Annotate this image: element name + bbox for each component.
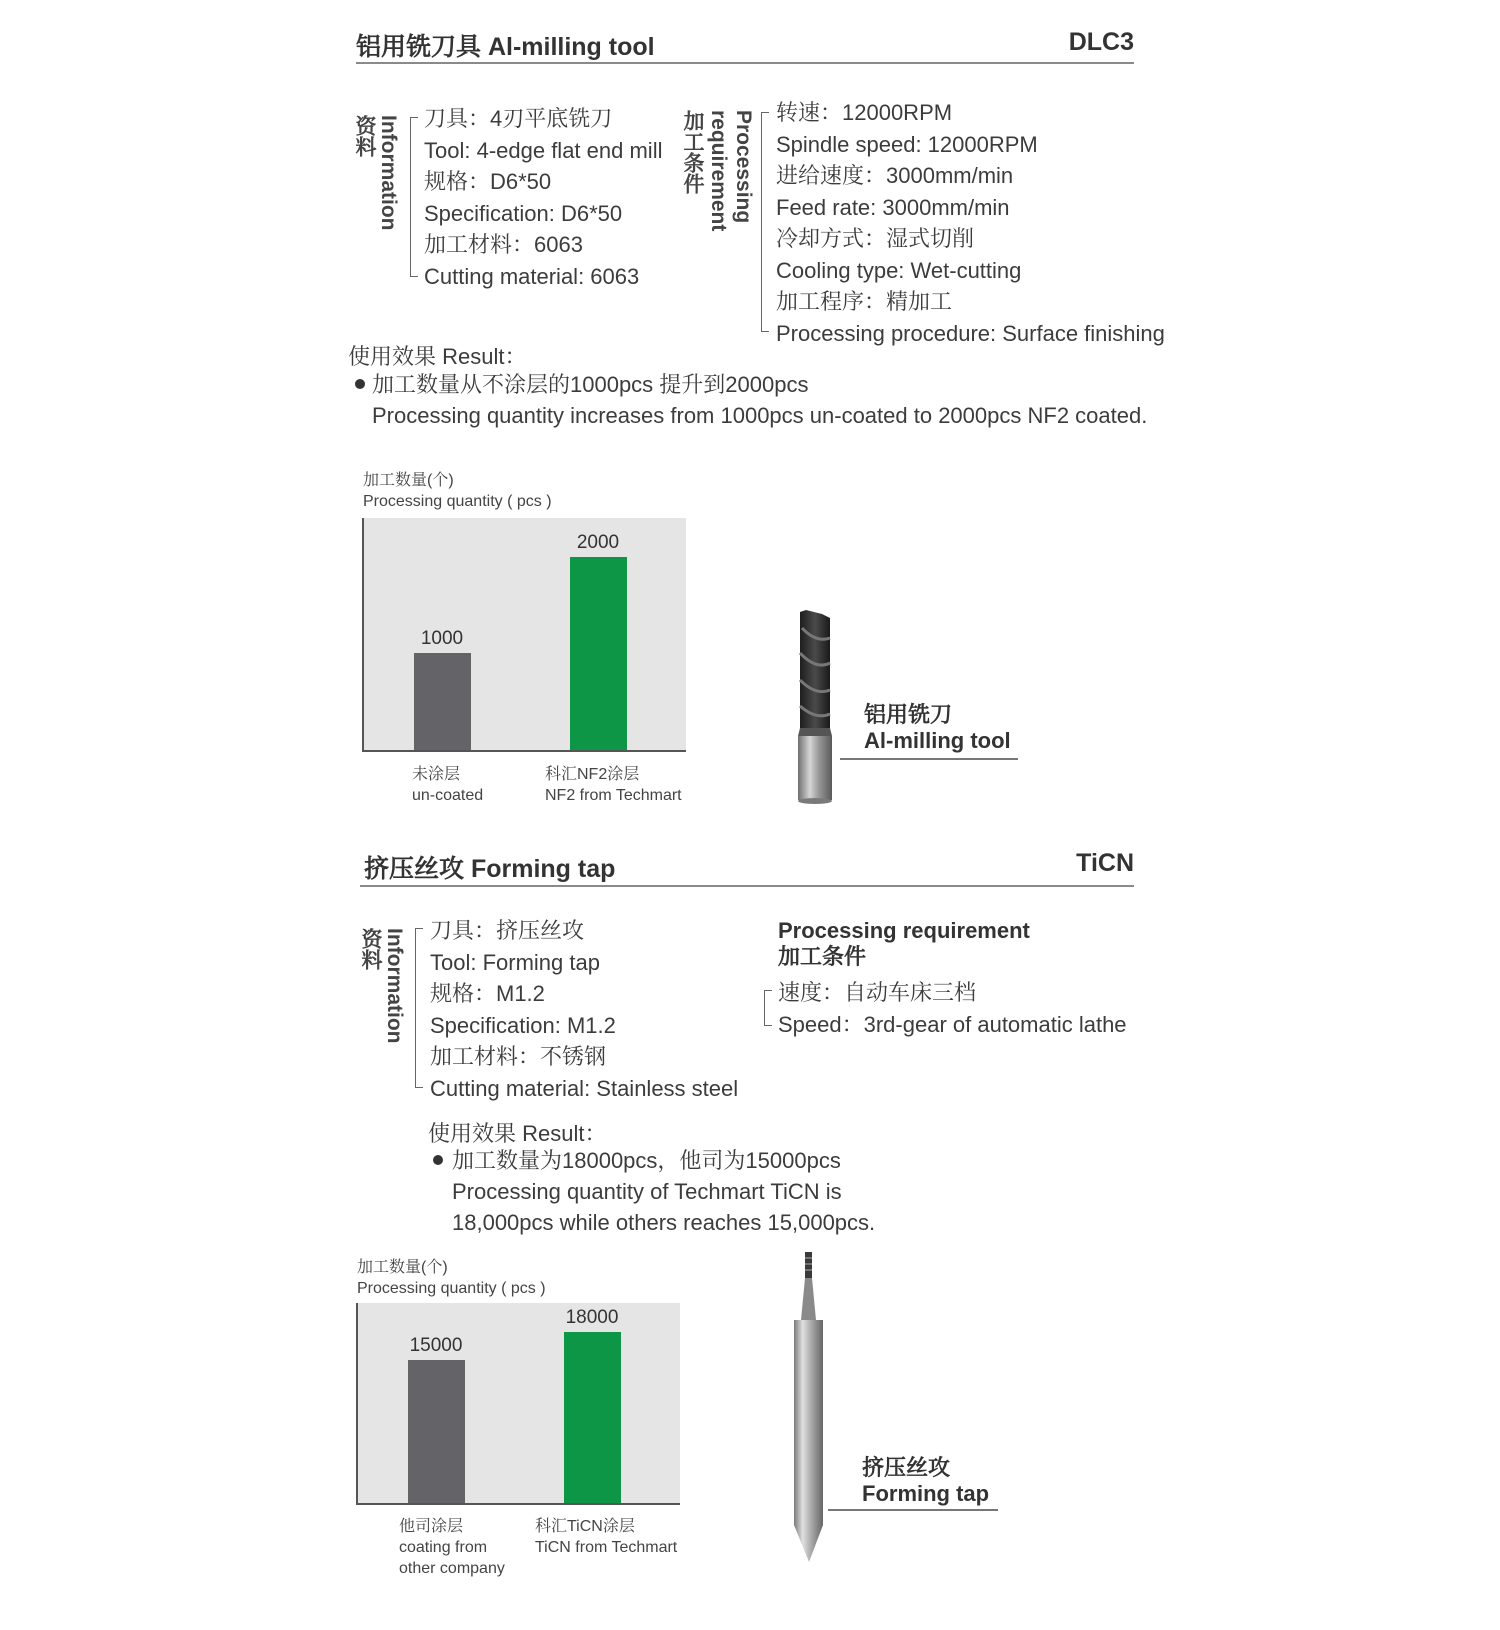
info-item: Tool: 4-edge flat end mill: [424, 137, 663, 163]
tool1-name: [864, 702, 1011, 754]
result-line: 18,000pcs while others reaches 15,000pcs.: [452, 1210, 876, 1235]
chart1-cat1-en: un-coated: [412, 787, 484, 804]
chart2-ylabel-en: Processing quantity ( pcs ): [357, 1280, 546, 1297]
chart2-cat2-en: TiCN from Techmart: [535, 1539, 678, 1556]
result-line: 加工数量为18000pcs，他司为15000pcs: [452, 1148, 841, 1173]
info-item: 规格：M1.2: [430, 981, 545, 1006]
req-item: 加工程序：精加工: [776, 289, 953, 314]
info-item: Cutting material: 6063: [424, 263, 640, 289]
chart1-cat2-cn: 科汇NF2涂层: [545, 766, 640, 783]
info-item: Tool: Forming tap: [430, 949, 600, 975]
chart1-cat2-en: NF2 from Techmart: [545, 787, 682, 804]
result2-title: 使用效果 Result：: [428, 1121, 607, 1146]
chart2-ylabel-cn: 加工数量(个): [357, 1259, 448, 1276]
chart2-cat1-en2: other company: [399, 1560, 505, 1577]
section1-code: DLC3: [1068, 28, 1134, 56]
req-label-en-2: requirement: [707, 110, 730, 232]
req-item: Speed：3rd-gear of automatic lathe: [778, 1011, 1127, 1037]
chart2-cat2-cn: 科汇TiCN涂层: [535, 1518, 635, 1535]
tool2-label-underline: [828, 1509, 998, 1511]
chart2-category-1: [399, 1516, 505, 1579]
info2-label-en: Information: [383, 928, 406, 1044]
chart1-plot-area: [362, 518, 686, 752]
info-item: Specification: M1.2: [430, 1012, 616, 1038]
section2-code: TiCN: [1076, 849, 1134, 877]
chart1-bar-nf2: [570, 557, 627, 750]
chart2-value-label: 15000: [409, 1335, 463, 1356]
chart1-category-2: [545, 764, 682, 806]
tool2-name-cn: 挤压丝攻: [862, 1455, 951, 1480]
info-bracket: [410, 117, 418, 277]
info-item: Specification: D6*50: [424, 200, 623, 226]
info-item: 加工材料：6063: [424, 232, 583, 257]
info2-bracket: [415, 928, 423, 1088]
req-bracket: [761, 112, 769, 332]
req-item: Processing procedure: Surface finishing: [776, 320, 1165, 346]
req-item: Cooling type: Wet-cutting: [776, 257, 1022, 283]
chart1-cat1-cn: 未涂层: [412, 766, 461, 783]
forming-tap-image: [784, 1250, 834, 1570]
req2-list: [778, 977, 1127, 1040]
result-line: Processing quantity increases from 1000pcs un-coated to 2000pcs NF2 coated.: [372, 403, 1148, 428]
chart2-ylabel: [357, 1257, 546, 1299]
req2-heading-cn: 加工条件: [778, 944, 867, 969]
req-list: [776, 97, 1165, 349]
req-item: 转速：12000RPM: [776, 100, 953, 125]
chart1-value-label: 2000: [576, 532, 620, 553]
tool1-label-underline: [840, 758, 1018, 760]
section1-title: 铝用铣刀具 Al-milling tool: [356, 33, 655, 61]
info-label-cn: 资料: [353, 115, 376, 157]
result-text: [372, 369, 1147, 431]
chart1-category-1: [412, 764, 483, 806]
end-mill-image: [786, 608, 846, 808]
result-line: Processing quantity of Techmart TiCN is: [452, 1179, 842, 1204]
chart2-value-label: 18000: [565, 1307, 619, 1328]
info-label-en: Information: [377, 115, 400, 231]
tool2-name: [862, 1455, 989, 1507]
info2-label-cn: 资料: [359, 928, 382, 970]
req2-heading: [778, 918, 1030, 970]
info2-list: [430, 915, 738, 1104]
chart2-cat1-cn: 他司涂层: [399, 1518, 464, 1535]
chart2-cat1-en1: coating from: [399, 1539, 488, 1556]
tool1-name-cn: 铝用铣刀: [864, 702, 953, 727]
result-line: 加工数量从不涂层的1000pcs 提升到2000pcs: [372, 372, 809, 397]
info-item: 规格：D6*50: [424, 169, 552, 194]
chart2-bar-other: [408, 1360, 465, 1503]
chart2-bar-ticn: [564, 1332, 621, 1503]
chart2-plot-area: [356, 1303, 680, 1505]
req2-bracket: [764, 990, 772, 1026]
req-label-en-1: Processing: [732, 110, 755, 224]
req-item: 冷却方式：湿式切削: [776, 226, 975, 251]
req-item: Feed rate: 3000mm/min: [776, 194, 1010, 220]
section2-title: 挤压丝攻 Forming tap: [364, 855, 616, 883]
result2-bullet: [433, 1155, 443, 1165]
info-item: 加工材料：不锈钢: [430, 1044, 607, 1069]
section1-divider: [356, 62, 1134, 64]
chart1-value-label: 1000: [420, 628, 464, 649]
result-title: 使用效果 Result：: [348, 344, 527, 369]
chart1-ylabel: [363, 470, 552, 512]
req-item: 速度：自动车床三档: [778, 980, 977, 1005]
tool1-name-en: Al-milling tool: [864, 728, 1011, 753]
info-item: 刀具：挤压丝攻: [430, 918, 585, 943]
req-item: Spindle speed: 12000RPM: [776, 131, 1038, 157]
chart1-bar-uncoated: [414, 653, 471, 750]
info-item: Cutting material: Stainless steel: [430, 1075, 739, 1101]
chart2-category-2: [535, 1516, 677, 1558]
req-label-cn: 加工条件: [681, 110, 704, 194]
result2-text: [452, 1145, 875, 1238]
chart1-ylabel-en: Processing quantity ( pcs ): [363, 493, 552, 510]
info-item: 刀具：4刃平底铣刀: [424, 106, 613, 131]
tool2-name-en: Forming tap: [862, 1481, 990, 1506]
section2-divider: [360, 885, 1134, 887]
chart1-ylabel-cn: 加工数量(个): [363, 472, 454, 489]
result-bullet: [355, 379, 365, 389]
req2-heading-en: Processing requirement: [778, 918, 1030, 943]
info-list: [424, 103, 662, 292]
req-item: 进给速度：3000mm/min: [776, 163, 1014, 188]
